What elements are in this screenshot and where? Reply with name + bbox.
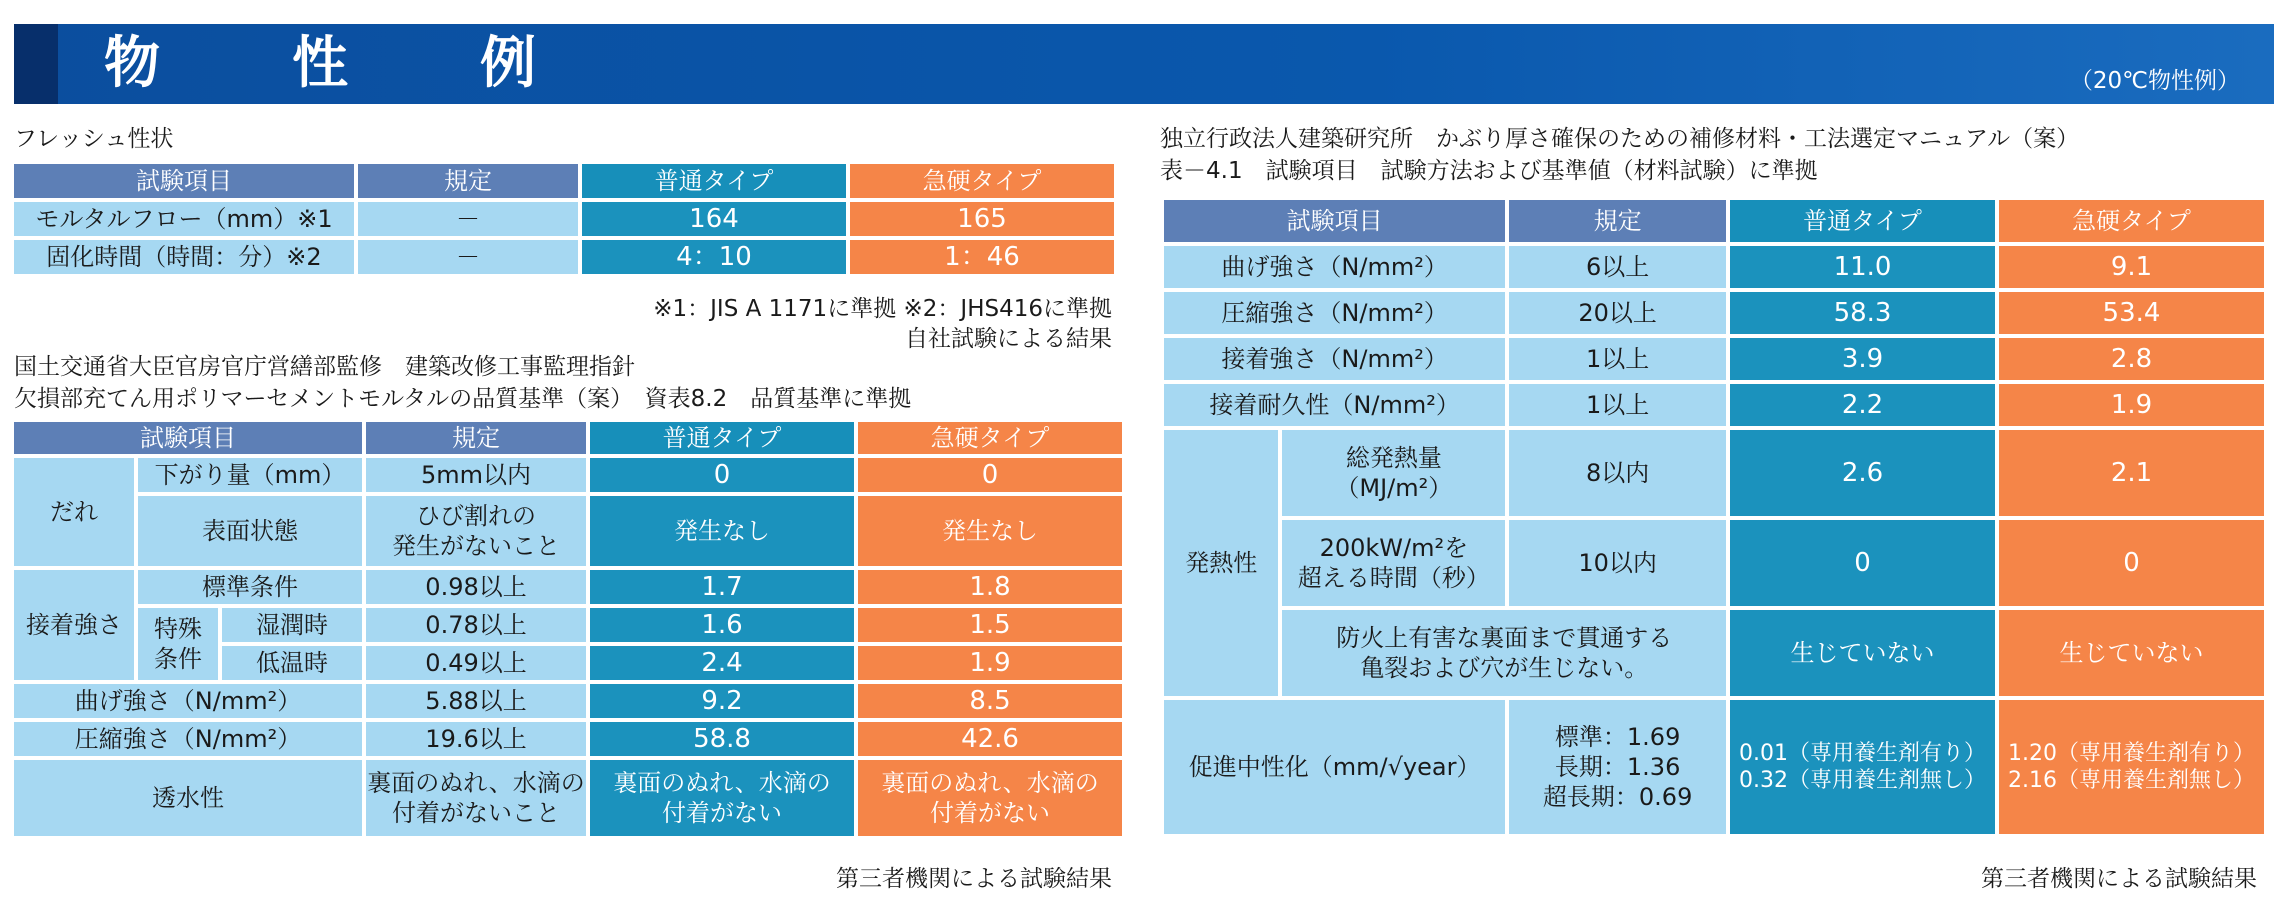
table-row: [14, 570, 1122, 604]
header-item: 試験項目: [14, 422, 362, 454]
label-line: （MJ/m²）: [1335, 474, 1453, 502]
spec-line: 標準：1.69: [1554, 723, 1681, 751]
label-line: 亀裂および穴が生じない。: [1360, 654, 1649, 682]
row-spec: 1以上: [1509, 384, 1726, 426]
rapid-value: 0: [858, 458, 1122, 492]
row-label: 下がり量（mm）: [138, 458, 362, 492]
label-line: 防火上有害な裏面まで貫通する: [1336, 624, 1673, 652]
row-label: モルタルフロー（mm）※1: [14, 202, 354, 236]
rapid-value: 1.9: [858, 646, 1122, 680]
spec-line: 付着がないこと: [392, 799, 561, 827]
rapid-value: 生じていない: [1999, 610, 2264, 696]
header-rapid: 急硬タイプ: [1999, 200, 2264, 242]
table-row: [1164, 430, 2264, 516]
row-spec: 1以上: [1509, 338, 1726, 380]
rapid-value: 0: [1999, 520, 2264, 606]
normal-value: 2.6: [1730, 430, 1995, 516]
row-spec: 8以内: [1509, 430, 1726, 516]
table-row: [1164, 520, 2264, 606]
rapid-value: 53.4: [1999, 292, 2264, 334]
value-line: 1.20（専用養生剤有り）: [2008, 740, 2255, 766]
table-header-row: [14, 164, 1114, 198]
value-line: 付着がない: [930, 799, 1051, 827]
fresh-note-standards: ※1：JIS A 1171に準拠 ※2：JHS416に準拠: [653, 296, 1112, 322]
rapid-value: 発生なし: [858, 496, 1122, 566]
value-line: 付着がない: [662, 799, 783, 827]
row-spec: 20以上: [1509, 292, 1726, 334]
table-row: [1164, 610, 2264, 696]
row-label: 促進中性化（mm/√year）: [1164, 700, 1505, 834]
row-spec: 5.88以上: [366, 684, 586, 718]
rapid-value: 9.1: [1999, 246, 2264, 288]
row-spec: 0.49以上: [366, 646, 586, 680]
value-line: 裏面のぬれ、水滴の: [881, 769, 1099, 797]
normal-value: 9.2: [590, 684, 854, 718]
left-quality-table: [10, 418, 1126, 840]
normal-value: 164: [582, 202, 846, 236]
row-label: 固化時間（時間：分）※2: [14, 240, 354, 274]
row-label: 接着強さ（N/mm²）: [1164, 338, 1505, 380]
row-label: [1282, 520, 1505, 606]
row-label: 湿潤時: [222, 608, 362, 642]
row-label: 曲げ強さ（N/mm²）: [1164, 246, 1505, 288]
table-row: [14, 608, 1122, 642]
spec-line: 発生がないこと: [392, 532, 561, 560]
table-header-row: [1164, 200, 2264, 242]
table-row: [1164, 700, 2264, 834]
temperature-note: （20℃物性例）: [2069, 68, 2240, 94]
table-row: [14, 496, 1122, 566]
rapid-value: 1.8: [858, 570, 1122, 604]
value-line: 0.32（専用養生剤無し）: [1739, 768, 1987, 793]
rapid-value: [1999, 700, 2264, 834]
header-spec: 規定: [1509, 200, 1726, 242]
row-label: 圧縮強さ（N/mm²）: [14, 722, 362, 756]
label-line: 超える時間（秒）: [1297, 564, 1490, 592]
row-spec: [366, 760, 586, 836]
normal-value: 58.3: [1730, 292, 1995, 334]
table-row: [1164, 246, 2264, 288]
table-row: [14, 240, 1114, 274]
special-line: 条件: [154, 645, 202, 673]
left-footer: 第三者機関による試験結果: [836, 866, 1112, 892]
row-label: 透水性: [14, 760, 362, 836]
table-row: [14, 684, 1122, 718]
row-spec: 19.6以上: [366, 722, 586, 756]
table-row: [1164, 292, 2264, 334]
table-row: [1164, 384, 2264, 426]
rapid-value: 165: [850, 202, 1114, 236]
normal-value: 58.8: [590, 722, 854, 756]
rapid-value: [858, 760, 1122, 836]
fresh-table: [10, 160, 1118, 278]
row-label: 低温時: [222, 646, 362, 680]
group-label-special: [138, 608, 218, 680]
fresh-caption: フレッシュ性状: [14, 126, 174, 152]
header-normal: 普通タイプ: [1730, 200, 1995, 242]
normal-value: 0: [590, 458, 854, 492]
normal-value: 0: [1730, 520, 1995, 606]
label-line: 総発熱量: [1345, 444, 1442, 472]
row-label: [1282, 430, 1505, 516]
spec-line: 裏面のぬれ、水滴の: [367, 769, 585, 797]
rapid-value: 1.5: [858, 608, 1122, 642]
row-spec: 5mm以内: [366, 458, 586, 492]
normal-value: 生じていない: [1730, 610, 1995, 696]
header-spec: 規定: [366, 422, 586, 454]
page-title: 物 性 例: [104, 31, 574, 96]
row-label: 標準条件: [138, 570, 362, 604]
normal-value: 発生なし: [590, 496, 854, 566]
row-label: 圧縮強さ（N/mm²）: [1164, 292, 1505, 334]
rapid-value: 8.5: [858, 684, 1122, 718]
row-label: 表面状態: [138, 496, 362, 566]
header-normal: 普通タイプ: [582, 164, 846, 198]
row-spec: [366, 496, 586, 566]
table-row: [14, 722, 1122, 756]
normal-value: [1730, 700, 1995, 834]
table-row: [14, 760, 1122, 836]
left-caption-1: 国土交通省大臣官房官庁営繕部監修 建築改修工事監理指針: [14, 354, 635, 380]
normal-value: 11.0: [1730, 246, 1995, 288]
normal-value: [590, 760, 854, 836]
header-item: 試験項目: [1164, 200, 1505, 242]
group-label-heat: 発熱性: [1164, 430, 1278, 696]
table-row: [14, 458, 1122, 492]
right-caption-2: 表－4.1 試験項目 試験方法および基準値（材料試験）に準拠: [1160, 158, 1818, 184]
left-caption-2: 欠損部充てん用ポリマーセメントモルタルの品質基準（案） 資表8.2 品質基準に準拠: [14, 386, 912, 412]
spec-line: ひび割れの: [416, 502, 537, 530]
spec-line: 長期：1.36: [1554, 753, 1681, 781]
row-spec: 6以上: [1509, 246, 1726, 288]
rapid-value: 42.6: [858, 722, 1122, 756]
normal-value: 4：10: [582, 240, 846, 274]
normal-value: 1.6: [590, 608, 854, 642]
header-spec: 規定: [358, 164, 578, 198]
rapid-value: 1.9: [1999, 384, 2264, 426]
normal-value: 1.7: [590, 570, 854, 604]
spec-line: 超長期：0.69: [1542, 783, 1693, 811]
rapid-value: 2.1: [1999, 430, 2264, 516]
header-normal: 普通タイプ: [590, 422, 854, 454]
table-row: [14, 202, 1114, 236]
row-spec: －: [358, 240, 578, 274]
normal-value: 2.4: [590, 646, 854, 680]
right-quality-table: [1160, 196, 2268, 838]
label-line: 200kW/m²を: [1319, 534, 1469, 562]
row-spec: 0.78以上: [366, 608, 586, 642]
rapid-value: 2.8: [1999, 338, 2264, 380]
special-line: 特殊: [154, 615, 202, 643]
row-label: [1282, 610, 1726, 696]
header-rapid: 急硬タイプ: [850, 164, 1114, 198]
group-label-dare: だれ: [14, 458, 134, 566]
fresh-note-inhouse: 自社試験による結果: [905, 326, 1112, 352]
value-line: 2.16（専用養生剤無し）: [2008, 768, 2255, 793]
header-rapid: 急硬タイプ: [858, 422, 1122, 454]
normal-value: 3.9: [1730, 338, 1995, 380]
table-header-row: [14, 422, 1122, 454]
right-footer: 第三者機関による試験結果: [1981, 866, 2257, 892]
group-label-adhesion: 接着強さ: [14, 570, 134, 680]
row-label: 接着耐久性（N/mm²）: [1164, 384, 1505, 426]
right-caption-1: 独立行政法人建築研究所 かぶり厚さ確保のための補修材料・工法選定マニュアル（案）: [1160, 126, 2080, 152]
table-row: [1164, 338, 2264, 380]
value-line: 裏面のぬれ、水滴の: [613, 769, 831, 797]
row-spec: 0.98以上: [366, 570, 586, 604]
row-spec: 10以内: [1509, 520, 1726, 606]
normal-value: 2.2: [1730, 384, 1995, 426]
title-banner: [14, 24, 2274, 104]
row-spec: －: [358, 202, 578, 236]
banner-accent: [14, 24, 58, 104]
value-line: 0.01（専用養生剤有り）: [1739, 740, 1987, 766]
row-label: 曲げ強さ（N/mm²）: [14, 684, 362, 718]
row-spec: [1509, 700, 1726, 834]
rapid-value: 1：46: [850, 240, 1114, 274]
header-item: 試験項目: [14, 164, 354, 198]
